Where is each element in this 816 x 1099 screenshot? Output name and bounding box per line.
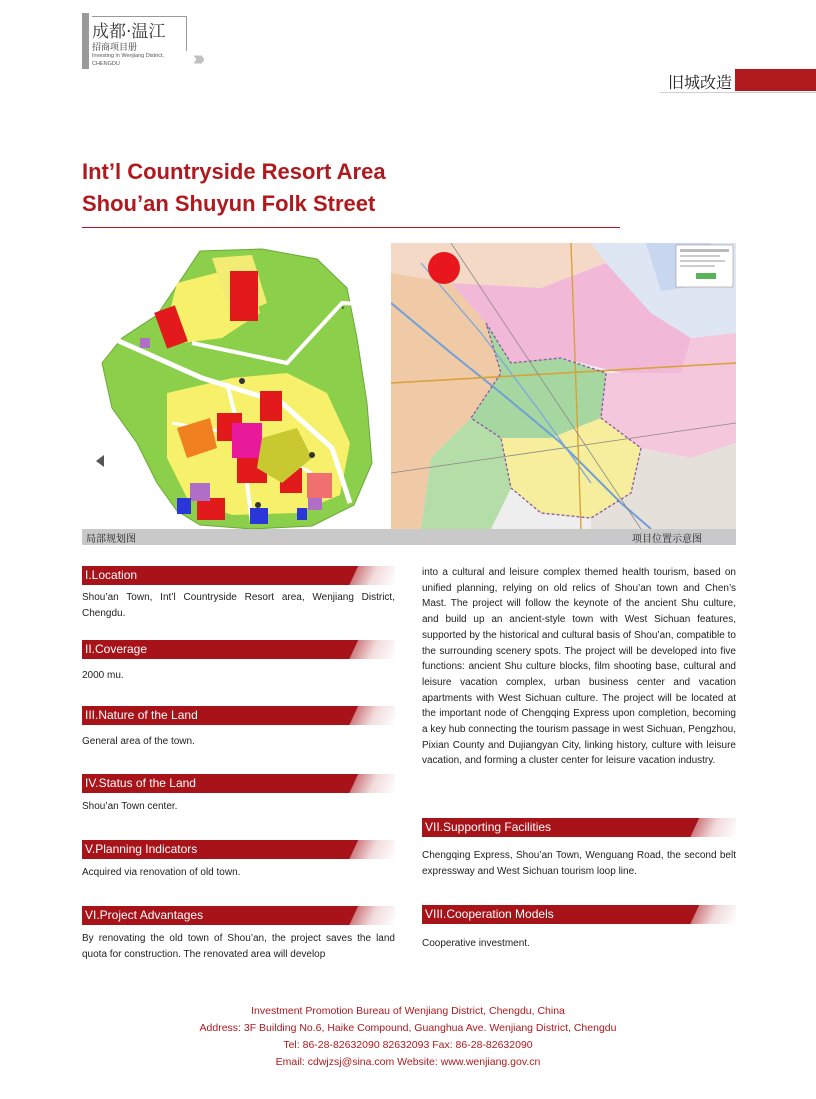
planning-text: Acquired via renovation of old town. xyxy=(82,867,241,878)
footer-email-website: Email: cdwjzsj@sina.com Website: www.wenjiang.gov.cn xyxy=(275,1056,541,1068)
title-line-2: Shou’an Shuyun Folk Street xyxy=(82,191,376,216)
title-rule xyxy=(82,227,620,228)
advantages-text-part1: By renovating the old town of Shou’an, the project saves the land quota for construction. The renovated area will develop xyxy=(82,933,395,960)
footer-organization: Investment Promotion Bureau of Wenjiang District, Chengdu, China xyxy=(251,1005,565,1017)
footer-address: Address: 3F Building No.6, Haike Compound, Guanghua Ave. Wenjiang District, Chengdu xyxy=(199,1022,617,1034)
svg-text:▸: ▸ xyxy=(342,305,345,311)
advantages-text-part2: into a cultural and leisure complex themed health tourism, based on unified planning, relying on old relics of Shou’an town and Chen’s Mast. The project will follow the keynote of the ancient Shu culture, and build up an ancient-style town with West Sichuan features, supported by the historical and cultural basis of Shou’an, compatible to the surrounding scenery spots. The project will be developed into five functions: ancient Shu culture blocks, film shooting base, cultural and leisure vacation complex, urban business center and vacation apartments with West Sichuan culture. The project will be located at the important node of Chengqing Express upon completion, becoming a key hub connecting the tourism passage in west Sichuan, Pengzhou, Pixian County and Dujiangyan City, linking history, culture with leisure vacation, and forming a cluster center for leisure vacation industry. xyxy=(422,567,736,767)
section-tag: 旧城改造 xyxy=(668,73,733,92)
cooperation-text: Cooperative investment. xyxy=(422,938,530,949)
status-heading: IV.Status of the Land xyxy=(82,774,395,793)
project-location-caption: 项目位置示意图 xyxy=(632,534,702,545)
brand-bar xyxy=(82,13,89,69)
chevrons-icon: ››› xyxy=(193,48,201,70)
coverage-text: 2000 mu. xyxy=(82,670,124,681)
nature-text: General area of the town. xyxy=(82,736,195,747)
title-line-1: Int’l Countryside Resort Area xyxy=(82,159,386,184)
brand-english-line1: Investing in Wenjiang District, xyxy=(92,53,165,59)
location-text: Shou’an Town, Int’l Countryside Resort area, Wenjiang District, Chengdu. xyxy=(82,592,395,619)
brand-english-line2: CHENGDU xyxy=(92,61,120,67)
local-planning-caption: 局部规划图 xyxy=(86,534,136,545)
section-tag-rule xyxy=(660,92,816,93)
page-title xyxy=(82,156,386,220)
brand-logo xyxy=(82,13,192,69)
facilities-text: Chengqing Express, Shou’an Town, Wenguang Road, the second belt expressway and West Sichuan tourism loop line. xyxy=(422,850,736,877)
local-planning-map xyxy=(82,243,387,529)
project-location-map xyxy=(391,243,736,529)
advantages-heading: VI.Project Advantages xyxy=(82,906,395,925)
map-caption-bar xyxy=(82,529,736,545)
nature-heading: III.Nature of the Land xyxy=(82,706,395,725)
cooperation-heading: VIII.Cooperation Models xyxy=(422,905,736,924)
location-heading: I.Location xyxy=(82,566,395,585)
planning-heading: V.Planning Indicators xyxy=(82,840,395,859)
footer-contact xyxy=(0,1003,816,1071)
coverage-heading: II.Coverage xyxy=(82,640,395,659)
facilities-heading: VII.Supporting Facilities xyxy=(422,818,736,837)
project-location-marker xyxy=(428,252,460,284)
brand-title: 成都·温江 xyxy=(92,22,166,42)
section-tag-bar xyxy=(735,69,816,91)
status-text: Shou’an Town center. xyxy=(82,801,178,812)
brand-subtitle: 招商项目册 xyxy=(92,43,138,53)
footer-phone: Tel: 86-28-82632090 82632093 Fax: 86-28-82632090 xyxy=(283,1039,533,1051)
